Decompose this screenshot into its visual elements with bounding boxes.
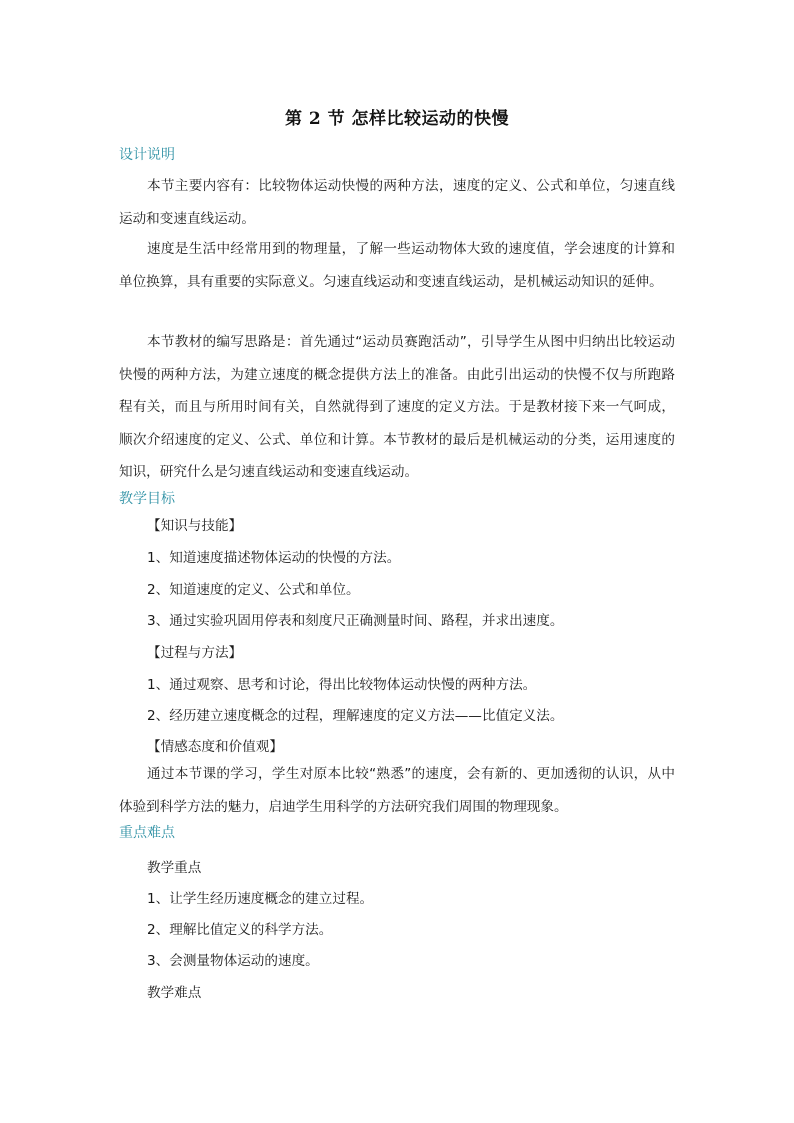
difficulty-label: 教学难点 bbox=[147, 985, 202, 1001]
process-label: 【过程与方法】 bbox=[147, 645, 243, 661]
knowledge-item-2: 2、知道速度的定义、公式和单位。 bbox=[147, 582, 360, 598]
design-paragraph-1: 本节主要内容有：比较物体运动快慢的两种方法，速度的定义、公式和单位，匀速直线运动和变速直线运动。 bbox=[119, 178, 675, 227]
section-heading-design: 设计说明 bbox=[119, 147, 175, 163]
focus-item-1: 1、让学生经历速度概念的建立过程。 bbox=[147, 891, 374, 907]
section-heading-goals: 教学目标 bbox=[119, 491, 175, 507]
section-heading-key-points: 重点难点 bbox=[119, 825, 175, 841]
design-paragraph-3: 本节教材的编写思路是：首先通过“运动员赛跑活动”，引导学生从图中归纳出比较运动快慢的两种方法，为建立速度的概念提供方法上的准备。由此引出运动的快慢不仅与所跑路程有关，而且与所用时间有关，自然就得到了速度的定义方法。于是教材接下来一气呵成，顺次介绍速度的定义、公式、单位和计算。本节教材的最后是机械运动的分类，运用速度的知识，研究什么是匀速直线运动和变速直线运动。 bbox=[119, 334, 675, 480]
focus-label: 教学重点 bbox=[147, 860, 202, 876]
focus-item-3: 3、会测量物体运动的速度。 bbox=[147, 953, 319, 969]
attitude-label: 【情感态度和价值观】 bbox=[147, 739, 283, 755]
attitude-paragraph: 通过本节课的学习，学生对原本比较“熟悉”的速度，会有新的、更加透彻的认识，从中体验到科学方法的魅力，启迪学生用科学的方法研究我们周围的物理现象。 bbox=[119, 766, 675, 815]
knowledge-label: 【知识与技能】 bbox=[147, 518, 243, 534]
design-paragraph-2: 速度是生活中经常用到的物理量，了解一些运动物体大致的速度值，学会速度的计算和单位换算，具有重要的实际意义。匀速直线运动和变速直线运动，是机械运动知识的延伸。 bbox=[119, 241, 675, 290]
page-title: 第 2 节 怎样比较运动的快慢 bbox=[284, 109, 510, 129]
focus-item-2: 2、理解比值定义的科学方法。 bbox=[147, 922, 333, 938]
process-item-1: 1、通过观察、思考和讨论，得出比较物体运动快慢的两种方法。 bbox=[147, 677, 537, 693]
knowledge-item-1: 1、知道速度描述物体运动的快慢的方法。 bbox=[147, 550, 401, 566]
process-item-2: 2、经历建立速度概念的过程，理解速度的定义方法——比值定义法。 bbox=[147, 708, 564, 724]
knowledge-item-3: 3、通过实验巩固用停表和刻度尺正确测量时间、路程，并求出速度。 bbox=[147, 613, 564, 629]
